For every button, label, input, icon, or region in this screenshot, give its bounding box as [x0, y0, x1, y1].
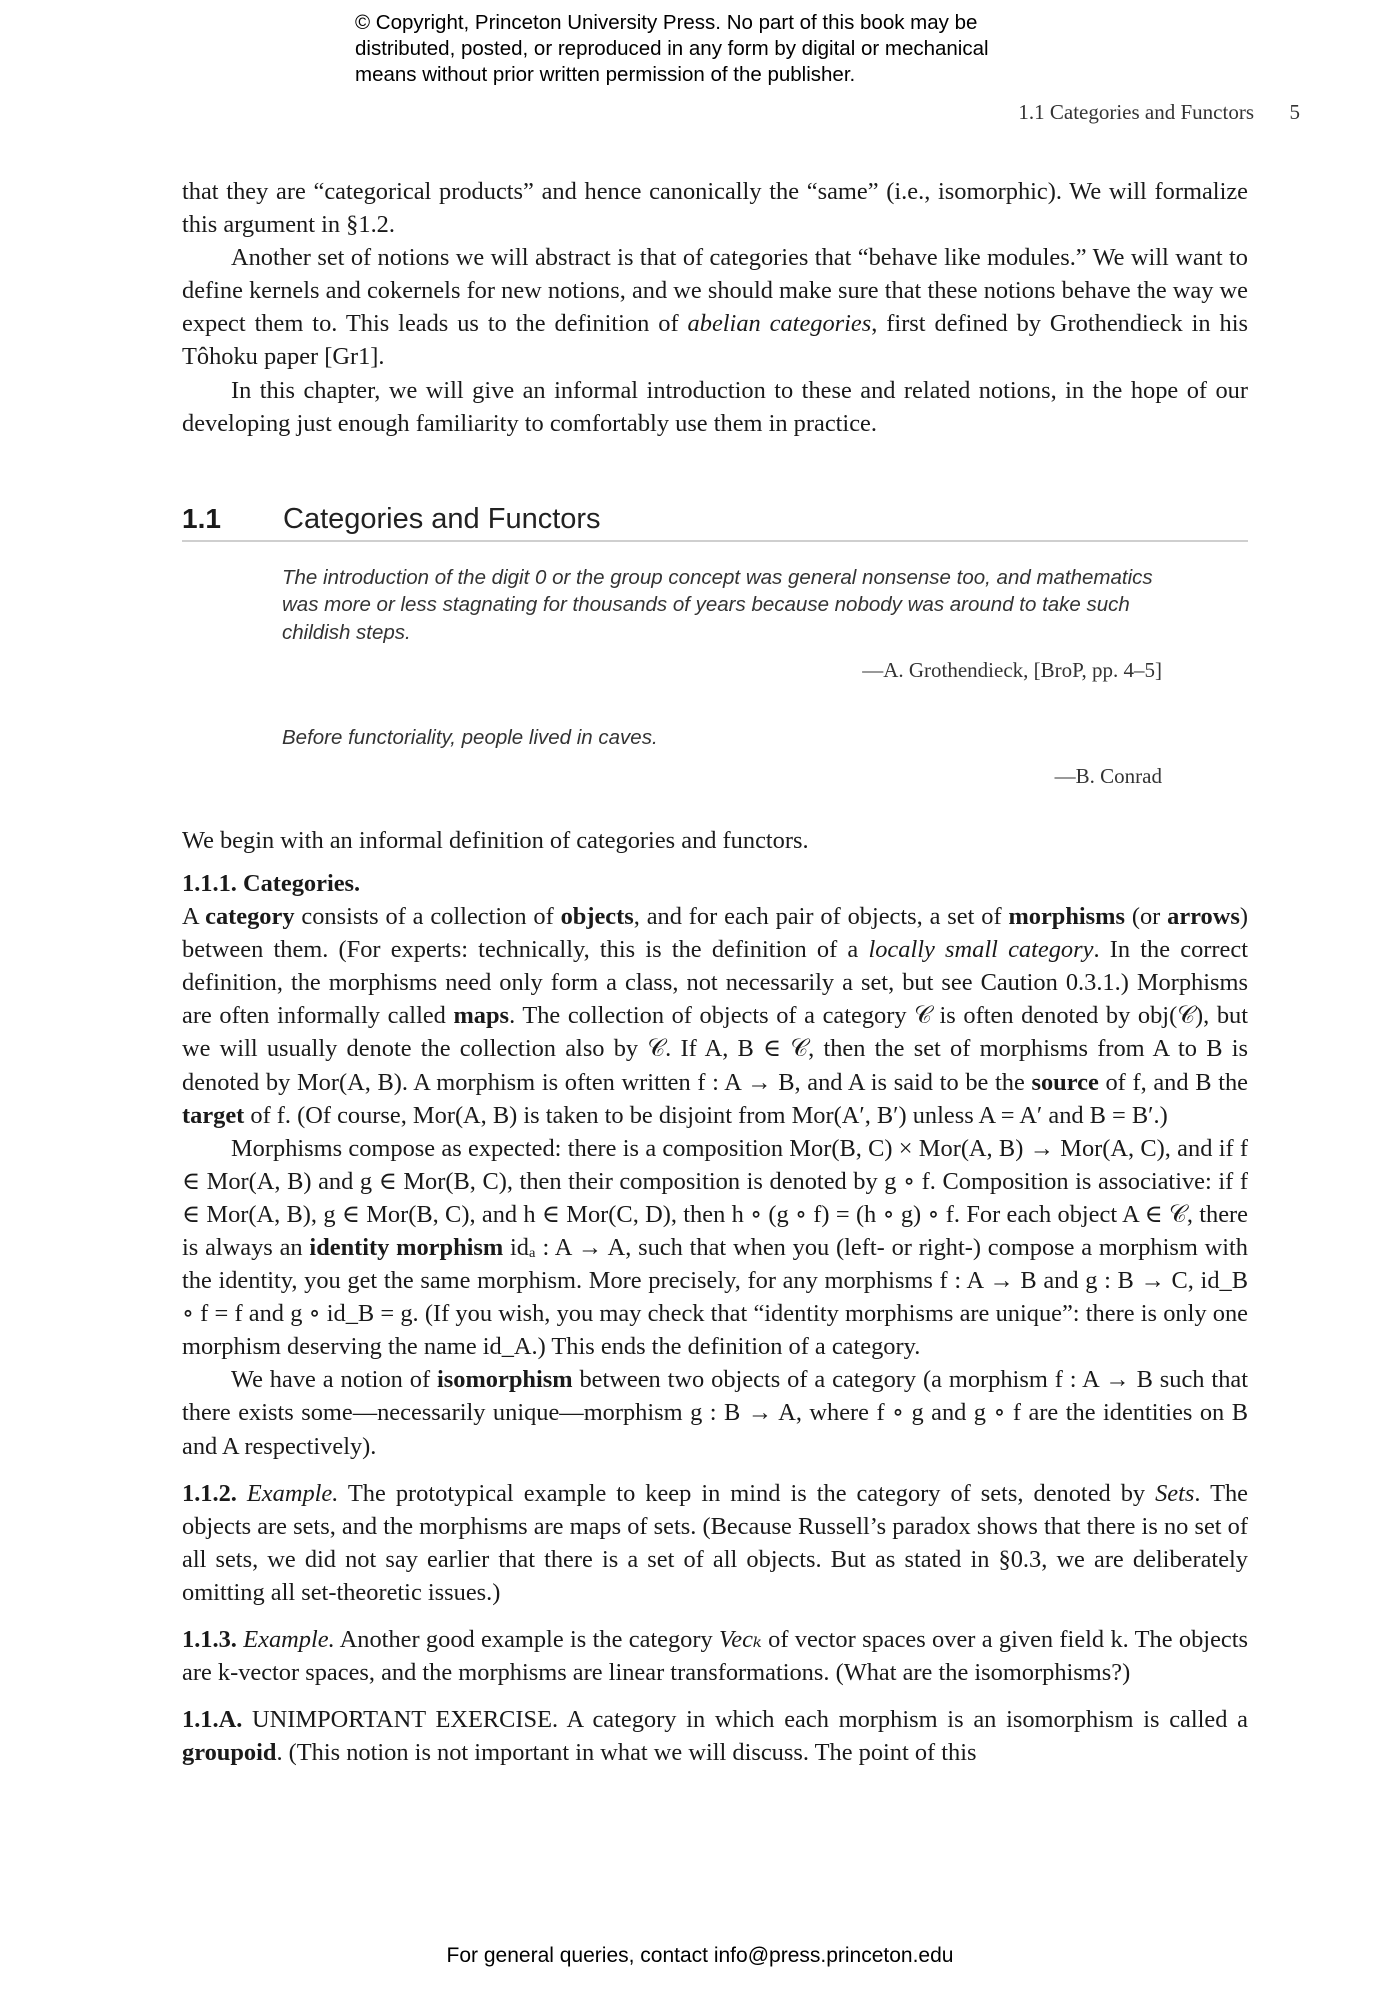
section-title: Categories and Functors: [283, 502, 601, 535]
section-heading: [182, 502, 1248, 542]
emphasis: abelian categories: [687, 310, 872, 338]
epigraph-attribution: —B. Conrad: [1054, 763, 1162, 788]
copyright-line: means without prior written permission of the publisher.: [355, 63, 856, 86]
copyright-line: © Copyright, Princeton University Press. No part of this book may be: [355, 11, 978, 34]
paragraph: We have a notion of isomorphism between two objects of a category (a morphism f : A → B such that there exists some—necessarily unique—morphism g : B → A, where f ∘ g and g ∘ f are the identities on B and A respectively).: [182, 1366, 1248, 1460]
paragraph: [182, 241, 1248, 373]
example-paragraph: 1.1.3. Example. Another good example is the category Vecₖ of vector spaces over a given field k. The objects are k-vector spaces, and the morphisms are linear transformations. (What are the isomorphisms?): [182, 1626, 1248, 1687]
page-number: 5: [1289, 100, 1300, 124]
exercise-paragraph: 1.1.A. UNIMPORTANT EXERCISE. A category in which each morphism is an isomorphism is called a groupoid. (This notion is not important in what we will discuss. The point of this: [182, 1706, 1248, 1767]
subsection-heading: 1.1.1. Categories.: [182, 869, 361, 897]
paragraph: We begin with an informal definition of categories and functors.: [182, 826, 809, 854]
page-body: [182, 175, 1248, 1769]
paragraph: that they are “categorical products” and hence canonically the “same” (i.e., isomorphic). We will formalize this argument in §1.2.: [182, 178, 1248, 239]
section-number: 1.1: [182, 502, 221, 534]
text-run: , first defined by Grothendieck in his Tôhoku paper [Gr1].: [182, 310, 1248, 371]
footer-contact: For general queries, contact info@press.princeton.edu: [446, 1944, 954, 1967]
epigraph-quote: Before functoriality, people lived in caves.: [282, 726, 658, 750]
copyright-notice: [355, 10, 1115, 88]
paragraph: In this chapter, we will give an informal introduction to these and related notions, in the hope of our developing just enough familiarity to comfortably use them in practice.: [182, 376, 1248, 437]
paragraph: Morphisms compose as expected: there is a composition Mor(B, C) × Mor(A, B) → Mor(A, C), and if f ∈ Mor(A, B) and g ∈ Mor(B, C), then their composition is denoted by g ∘ f. Composition is associative: if f ∈ Mor(A, B), g ∈ Mor(B, C), and h ∈ Mor(C, D), then h ∘ (g ∘ f) = (h ∘ g) ∘ f. For each object A ∈ 𝒞, there is always an identity morphism idₐ : A → A, such that when you (left- or right-) compose a morphism with the identity, you get the same morphism. More precisely, for any morphisms f : A → B and g : B → C, id_B ∘ f = f and g ∘ id_B = g. (If you wish, you may check that “identity morphisms are unique”: there is only one morphism deserving the name id_A.) This ends the definition of a category.: [182, 1134, 1248, 1361]
text-run: Another set of notions we will abstract is that of categories that “behave like modules.” We will want to define kernels and cokernels for new notions, and we should make sure that these notions behave the way we expect them to. This leads us to the definition of: [182, 244, 1248, 338]
definition-paragraph: A category consists of a collection of objects, and for each pair of objects, a set of morphisms (or arrows) between them. (For experts: technically, this is the definition of a locally small category. In the correct definition, the morphisms need only form a class, not necessarily a set, but see Caution 0.3.1.) Morphisms are often informally called maps. The collection of objects of a category 𝒞 is often denoted by obj(𝒞), but we will usually denote the collection also by 𝒞. If A, B ∈ 𝒞, then the set of morphisms from A to B is denoted by Mor(A, B). A morphism is often written f : A → B, and A is said to be the source of f, and B the target of f. (Of course, Mor(A, B) is taken to be disjoint from Mor(A′, B′) unless A = A′ and B = B′.): [182, 903, 1248, 1129]
epigraph-attribution: —A. Grothendieck, [BroP, pp. 4–5]: [862, 658, 1162, 683]
running-head-title: 1.1 Categories and Functors: [1018, 100, 1254, 124]
copyright-line: distributed, posted, or reproduced in any form by digital or mechanical: [355, 37, 989, 60]
example-paragraph: 1.1.2. Example. The prototypical example to keep in mind is the category of sets, denoted by Sets. The objects are sets, and the morphisms are maps of sets. (Because Russell’s paradox shows that there is no set of all sets, we did not say earlier that there is a set of all objects. But as stated in §0.3, we are deliberately omitting all set-theoretic issues.): [182, 1479, 1248, 1606]
running-head: [180, 98, 1300, 126]
epigraph-quote: The introduction of the digit 0 or the group concept was general nonsense too, and mathematics was more or less stagnating for thousands of years because nobody was around to take such childish steps.: [282, 565, 1153, 644]
